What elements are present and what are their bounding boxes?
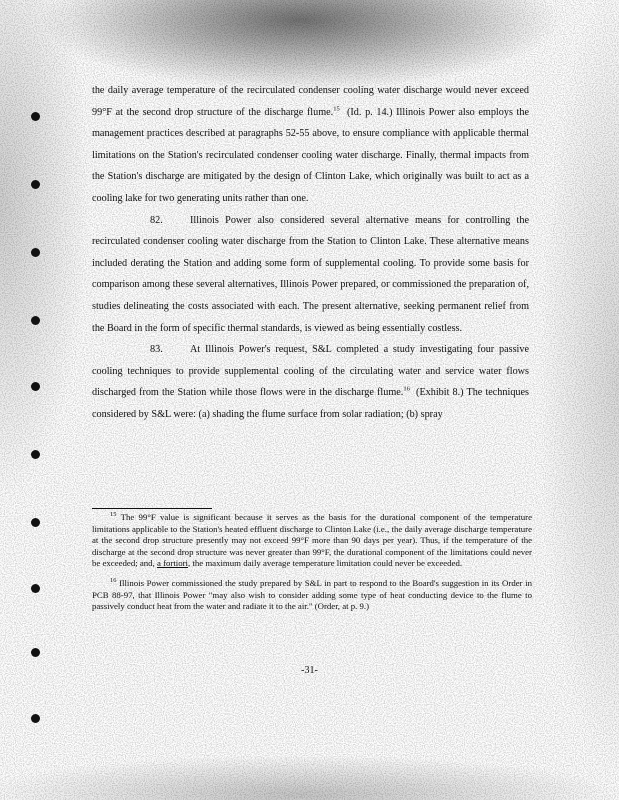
punch-hole xyxy=(31,112,40,121)
latin-phrase: a fortiori xyxy=(156,558,188,569)
punch-hole xyxy=(31,584,40,593)
paragraph-text: the daily average temperature of the recirculated condenser cooling water discharge would never exceed 99°F at the second drop structure of the discharge flume. xyxy=(92,85,529,118)
footnote-16 xyxy=(92,578,532,613)
paragraph-text: Illinois Power also considered several alternative means for controlling the recirculated condenser cooling water discharge from the Station to Clinton Lake. These alternative means included derating the Station and adding some form of supplemental cooling. To provide some basis for comparison among these several alternatives, Illinois Power prepared, or commissioned the preparation of, studies delineating the costs associated with each. The present alternative, seeking permanent relief from the Board in the form of specific thermal standards, is viewed as being essentially costless. xyxy=(92,214,529,334)
footnote-ref: 15 xyxy=(333,105,340,113)
punch-hole xyxy=(31,382,40,391)
paragraph-number: 83. xyxy=(150,344,163,356)
footnote-text: The 99°F value is significant because it serves as the basis for the durational component of the temperature limitations applicable to the Station's heated effluent discharge to Clinton Lake (i.e., the daily average discharge temperature at the second drop structure presently may not exceed 99°F more than 90 days per year). Thus, if the temperature of the discharge at the second drop structure was never greater than 99°F, the durational component of the limitations could never be exceeded; and, xyxy=(92,512,532,569)
paragraph-82 xyxy=(92,210,529,340)
punch-hole xyxy=(31,450,40,459)
punch-hole xyxy=(31,316,40,325)
footnotes xyxy=(92,512,532,621)
footnote-ref: 16 xyxy=(403,385,410,393)
footnote-text: , the maximum daily average temperature limitation could never be exceeded. xyxy=(188,558,463,569)
paragraph-text: At Illinois Power's request, S&L completed a study investigating four passive cooling techniques to provide supplemental cooling of the circulating water and service water flows discharged from the Station while those flows were in the discharge flume. xyxy=(92,344,529,399)
footnote-divider xyxy=(92,508,212,509)
footnote-text: Illinois Power commissioned the study prepared by S&L in part to respond to the Board's suggestion in its Order in PCB 88-97, that Illinois Power "may also wish to consider adding some type of heat conducting device to the flume to passively conduct heat from the water and radiate it to the air." (Order, at p. 9.) xyxy=(92,577,533,612)
punch-hole xyxy=(31,648,40,657)
paragraph-text: Illinois Power also employs the management practices described at paragraphs 52-55 above, to ensure compliance with applicable thermal limitations on the Station's recirculated condenser cooling water discharge. Finally, thermal impacts from the Station's discharge are mitigated by the design of Clinton Lake, which originally was built to act as a cooling lake for two generating units rather than one. xyxy=(92,106,530,204)
punch-hole xyxy=(31,714,40,723)
paragraph-number: 82. xyxy=(150,214,163,226)
footnote-number: 15 xyxy=(110,511,117,519)
punch-hole xyxy=(31,180,40,189)
footnote-15 xyxy=(92,512,532,570)
paragraph-83 xyxy=(92,339,529,425)
page-number: -31- xyxy=(301,665,318,676)
punch-hole xyxy=(31,248,40,257)
paragraph-text: (Exhibit 8.) The techniques considered by S&L were: (a) shading the flume surface from solar radiation; (b) spray xyxy=(92,387,530,420)
footnote-number: 16 xyxy=(110,577,117,585)
punch-hole xyxy=(31,518,40,527)
paragraph-81-continued xyxy=(92,80,529,210)
body-text xyxy=(92,80,529,426)
citation: (Id. p. 14.) xyxy=(347,106,393,118)
